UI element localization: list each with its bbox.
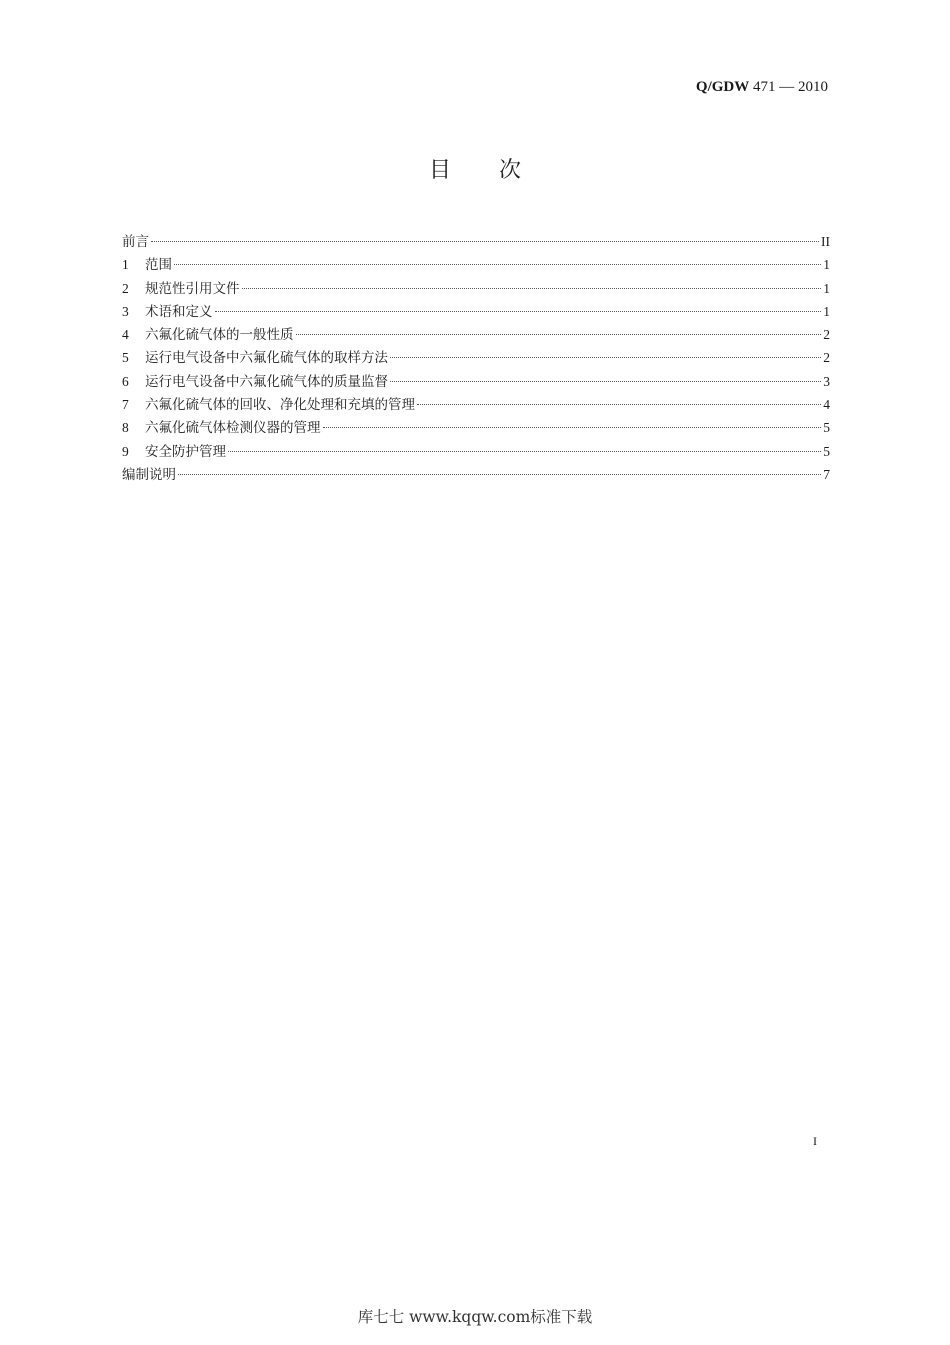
toc-entry-6[interactable] [122, 370, 830, 393]
toc-dot-leader [390, 381, 821, 382]
toc-entry-number: 8 [122, 420, 129, 436]
toc-entry-4[interactable] [122, 323, 830, 346]
toc-entry-number: 3 [122, 303, 129, 319]
standard-code [696, 77, 828, 97]
toc-dot-leader [228, 451, 821, 452]
toc-entry-foreword[interactable] [122, 230, 830, 253]
page-number: I [813, 1134, 817, 1148]
toc-dot-leader [174, 264, 821, 265]
toc-entry-9[interactable] [122, 440, 830, 463]
title-char-1: 目 [428, 158, 451, 183]
toc-entry-page: 1 [823, 280, 830, 296]
toc-entry-page: 1 [823, 303, 830, 319]
toc-entry-number: 1 [122, 257, 129, 273]
toc-entry-1[interactable] [122, 253, 830, 276]
page-title [0, 154, 950, 188]
toc-entry-title: 六氟化硫气体的一般性质 [145, 327, 294, 344]
standard-number: 471 — 2010 [749, 79, 828, 95]
toc-entry-number: 4 [122, 327, 129, 343]
toc-dot-leader [323, 427, 822, 428]
toc-entry-page: II [821, 234, 830, 249]
toc-entry-title: 范围 [145, 257, 172, 274]
toc-entry-title: 编制说明 [122, 466, 176, 483]
toc-entry-explanation[interactable] [122, 463, 830, 486]
toc-entry-title: 六氟化硫气体的回收、净化处理和充填的管理 [145, 397, 415, 414]
toc-entry-page: 4 [823, 397, 830, 413]
title-char-2: 次 [499, 158, 522, 183]
standard-prefix: Q/GDW [695, 79, 750, 95]
toc-entry-number: 6 [122, 373, 129, 389]
toc-dot-leader [390, 357, 821, 358]
table-of-contents [122, 230, 830, 486]
toc-entry-title: 六氟化硫气体检测仪器的管理 [145, 420, 321, 437]
toc-dot-leader [178, 474, 821, 475]
toc-entry-number: 9 [122, 443, 129, 459]
toc-entry-page: 7 [823, 466, 830, 482]
toc-dot-leader [296, 334, 822, 335]
toc-dot-leader [151, 241, 819, 242]
toc-entry-5[interactable] [122, 346, 830, 369]
toc-entry-title: 术语和定义 [145, 303, 213, 320]
toc-entry-page: 1 [823, 257, 830, 273]
toc-entry-title: 规范性引用文件 [145, 280, 240, 297]
toc-dot-leader [242, 288, 822, 289]
toc-entry-page: 5 [823, 443, 830, 459]
toc-entry-7[interactable] [122, 393, 830, 416]
download-watermark: 库七七 www.kqqw.com标准下载 [357, 1308, 593, 1326]
toc-entry-number: 2 [122, 280, 129, 296]
toc-entry-3[interactable] [122, 300, 830, 323]
toc-entry-number: 5 [122, 350, 129, 366]
toc-entry-number: 7 [122, 397, 129, 413]
toc-entry-page: 3 [823, 373, 830, 389]
toc-entry-title: 运行电气设备中六氟化硫气体的质量监督 [145, 373, 388, 390]
toc-entry-title: 运行电气设备中六氟化硫气体的取样方法 [145, 350, 388, 367]
toc-entry-page: 5 [823, 420, 830, 436]
toc-entry-2[interactable] [122, 277, 830, 300]
toc-entry-page: 2 [823, 327, 830, 343]
toc-entry-page: 2 [823, 350, 830, 366]
toc-dot-leader [215, 311, 822, 312]
toc-entry-title: 安全防护管理 [145, 443, 226, 460]
toc-dot-leader [417, 404, 821, 405]
toc-entry-title: 前言 [122, 234, 149, 250]
toc-entry-8[interactable] [122, 416, 830, 439]
